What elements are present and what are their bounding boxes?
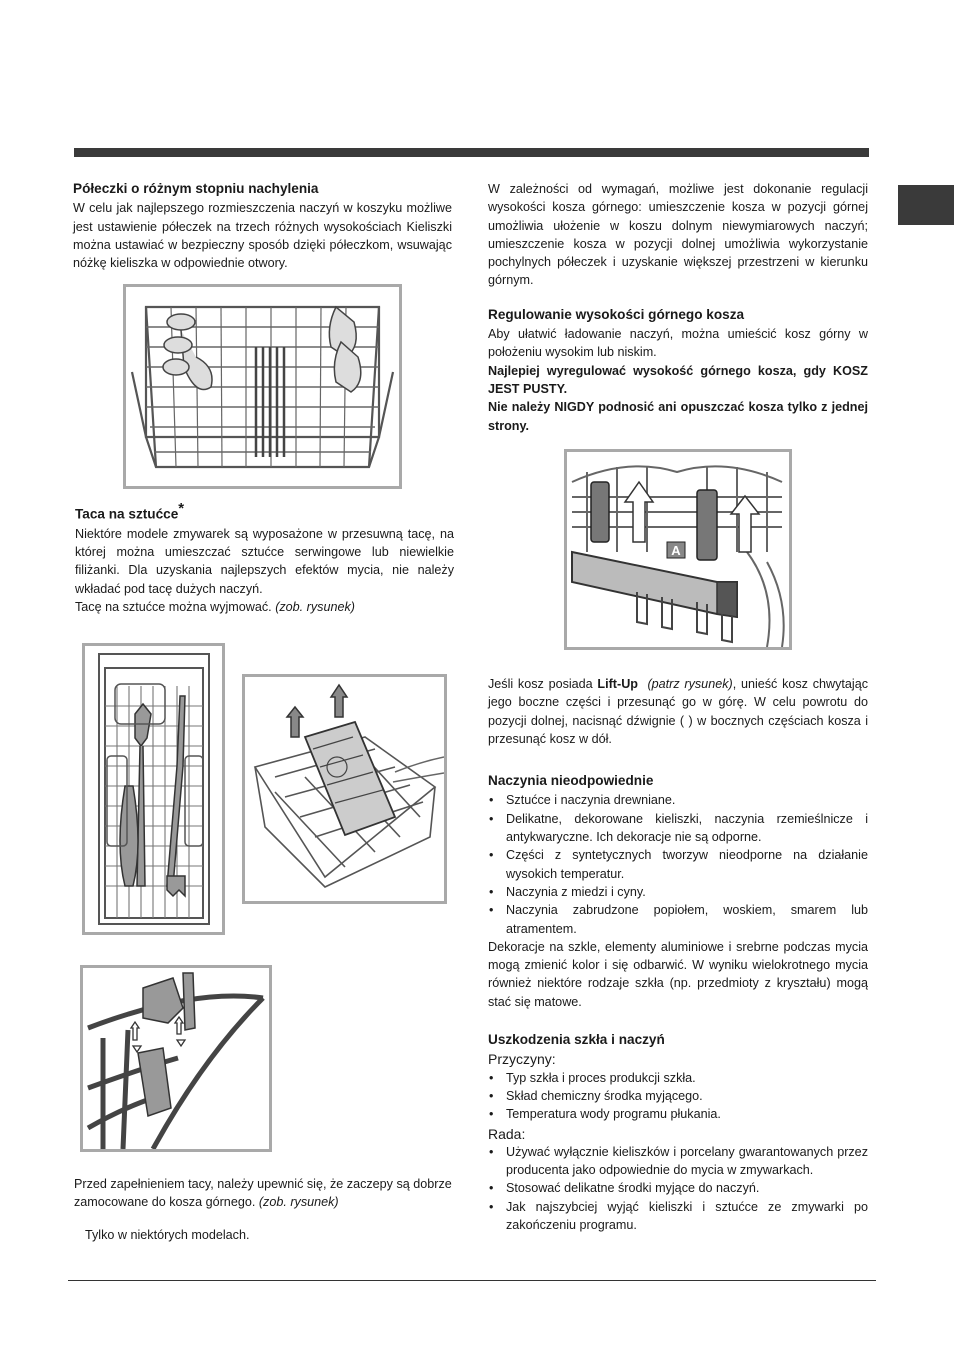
clips-section	[74, 1175, 453, 1212]
height-warning-2: Nie należy NIGDY podnosić ani opuszczać kosza tylko z jednej strony.	[488, 400, 868, 433]
shelves-section	[73, 180, 452, 272]
list-item: • Delikatne, dekorowane kieliszki, naczynia rzemieślnicze i antykwaryczne. Ich dekoracje nie są odporne.	[488, 810, 868, 847]
list-item: • Używać wyłącznie kieliszków i porcelany gwarantowanych przez producenta jako odpowiednie do mycia w zmywarkach.	[488, 1143, 868, 1180]
height-warning-1: Najlepiej wyregulować wysokość górnego kosza, gdy KOSZ JEST PUSTY.	[488, 363, 868, 396]
height-heading: Regulowanie wysokości górnego kosza	[488, 306, 745, 322]
lift-up-label-a: A	[671, 543, 681, 558]
tray-removal-figure	[242, 674, 447, 904]
advice-list	[488, 1143, 868, 1234]
tray-section	[75, 500, 454, 616]
tray-text: Niektóre modele zmywarek są wyposażone w przesuwną tacę, na której można umieszczać sztućce serwingowe lub niewielkie filiżanki. Dla uzyskania najlepszych efektów mycia, nie należy wkładać pod tacę dużych naczyń.	[75, 526, 454, 596]
header-bar	[74, 148, 869, 157]
liftup-text: Jeśli kosz posiada Lift-Up (patrz rysunek), unieść kosz chwytając jego boczne części i przesunąć go w górę. W celu powrotu do pozycji dolnej, nacisnąć dźwignie ( ) w bocznych częściach kosza i przesunąć kosz w dół.	[488, 677, 869, 746]
intro-text: W zależności od wymagań, możliwe jest dokonanie regulacji wysokości kosza górnego: umieszczenie kosza w pozycji górnej umożliwia ułożenie w koszu dolnym niewymiarowych naczyń; umieszczenie kosza w pozycji dolnej umożliwia wykorzystanie pochylnych półeczek i uzyskanie większej przestrzeni w kierunku górnym.	[488, 182, 868, 288]
cutlery-tray-figure	[82, 643, 225, 935]
shelves-text: W celu jak najlepszego rozmieszczenia naczyń w koszyku możliwe jest ustawienie półeczek na trzech różnych wysokościach Kieliszki można ustawiać w bezpieczny sposób dzięki półeczkom, wsuwając nóżkę kieliszka w odpowiednie otwory.	[73, 201, 452, 271]
damage-heading: Uszkodzenia szkła i naczyń	[488, 1032, 665, 1048]
right-column-bottom	[488, 675, 868, 1234]
tray-clips-illustration	[83, 968, 269, 1149]
shelves-heading: Półeczki o różnym stopniu nachylenia	[73, 181, 319, 196]
list-item: • Temperatura wody programu płukania.	[488, 1105, 868, 1123]
tray-removable-text: Tacę na sztućce można wyjmować. (zob. rysunek)	[75, 600, 355, 615]
list-item: • Naczynia z miedzi i cyny.	[488, 883, 868, 901]
unsuitable-list	[488, 791, 868, 937]
lift-up-illustration	[567, 452, 789, 647]
tray-clips-figure	[80, 965, 272, 1152]
right-column-top	[488, 180, 868, 435]
unsuitable-heading: Naczynia nieodpowiednie	[488, 773, 654, 789]
section-tab	[898, 185, 954, 225]
basket-shelves-figure	[123, 284, 402, 489]
height-text: Aby ułatwić ładowanie naczyń, można umieścić kosz górny w położeniu wysokim lub niskim.	[488, 327, 868, 360]
footnote-marker: *	[178, 500, 185, 517]
list-item: • Części z syntetycznych tworzyw nieodporne na działanie wysokich temperatur.	[488, 846, 868, 883]
list-item: • Skład chemiczny środka myjącego.	[488, 1087, 868, 1105]
lift-up-figure	[564, 449, 792, 650]
tray-heading: Taca na sztućce*	[75, 500, 185, 522]
list-item: • Sztućce i naczynia drewniane.	[488, 791, 868, 809]
cutlery-tray-illustration	[85, 646, 222, 932]
list-item: • Stosować delikatne środki myjące do naczyń.	[488, 1179, 868, 1197]
tray-removal-illustration	[245, 677, 444, 901]
list-item: • Naczynia zabrudzone popiołem, woskiem, smarem lub atramentem.	[488, 901, 868, 938]
unsuitable-note: Dekoracje na szkle, elementy aluminiowe i srebrne podczas mycia mogą zmienić kolor i się odbarwić. W wyniku wielokrotnego mycia również niektóre rodzaje szkła (np. przedmioty z kryształu) mogą stać się matowe.	[488, 939, 868, 1009]
causes-label: Przyczyny:	[488, 1051, 556, 1068]
list-item: • Typ szkła i proces produkcji szkła.	[488, 1069, 868, 1087]
advice-label: Rada:	[488, 1125, 526, 1142]
footer-line	[68, 1280, 876, 1281]
causes-list	[488, 1069, 868, 1124]
list-item: • Jak najszybciej wyjąć kieliszki i sztućce ze zmywarki po zakończeniu programu.	[488, 1198, 868, 1235]
clips-text: Przed zapełnieniem tacy, należy upewnić się, że zaczepy są dobrze zamocowane do kosza górnego. (zob. rysunek)	[74, 1177, 452, 1210]
footnote-text: Tylko w niektórych modelach.	[85, 1228, 250, 1242]
basket-shelves-illustration	[126, 287, 399, 486]
footnote	[85, 1226, 385, 1244]
